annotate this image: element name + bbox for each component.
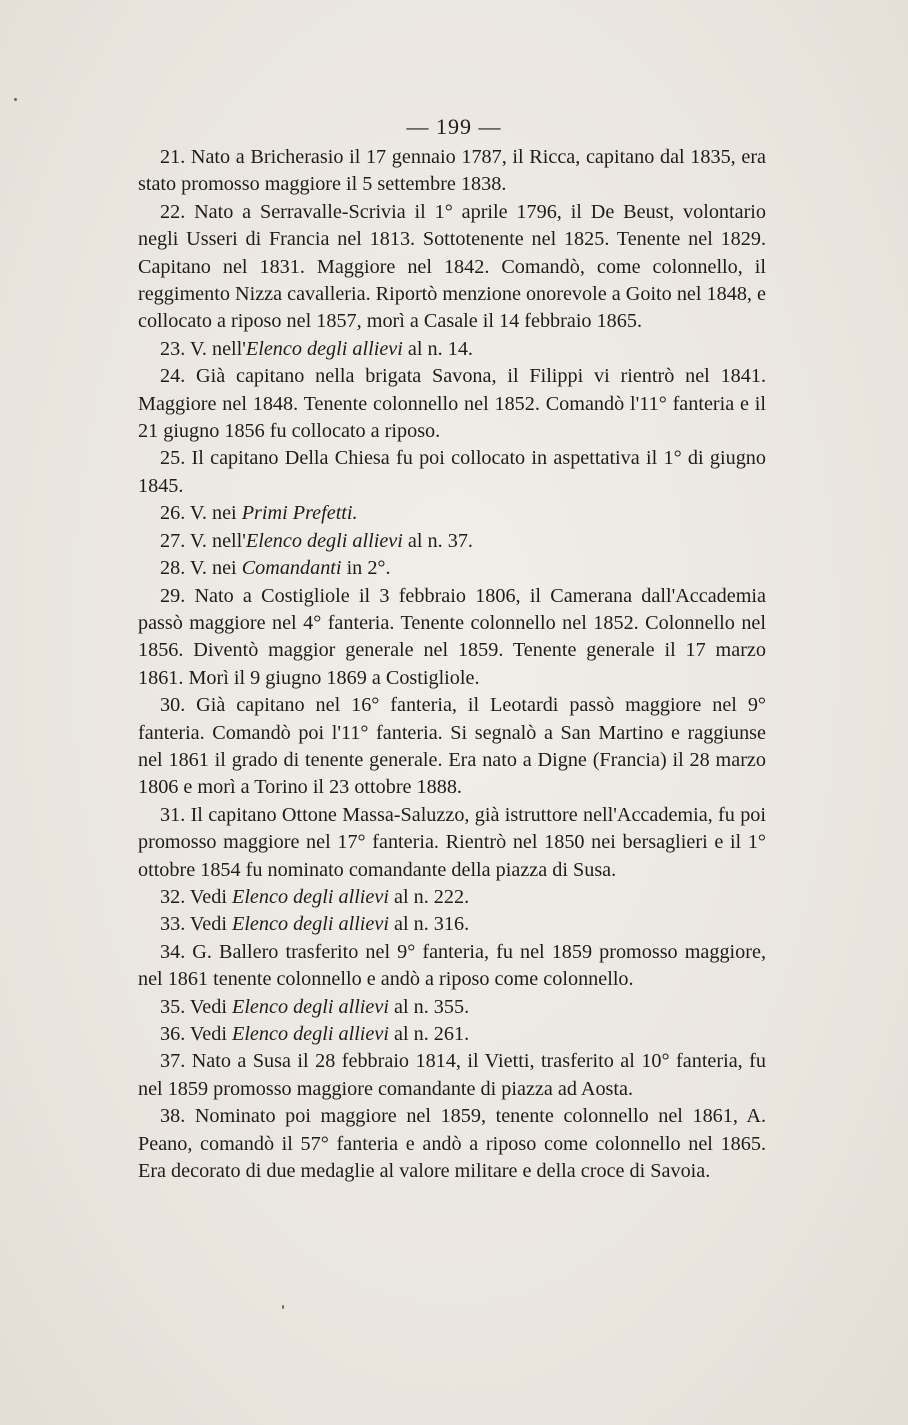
footnote-text: Vedi (189, 995, 232, 1018)
footnote-text: V. nei (189, 557, 242, 580)
footnote (138, 1103, 766, 1185)
footnote (138, 884, 766, 911)
footnote-number: 31. (160, 803, 186, 826)
footnote-number: 23. (160, 337, 186, 360)
footnote-citation: Elenco degli allievi (231, 913, 389, 936)
footnote-number: 24. (160, 365, 186, 388)
footnotes-list (138, 144, 766, 1185)
page-number: — 199 — (406, 114, 502, 139)
footnote-citation: Elenco degli allievi (231, 885, 389, 908)
footnote-text: Vedi (189, 1023, 232, 1045)
footnote (138, 994, 766, 1021)
footnote-number: 29. (160, 584, 186, 607)
footnote (138, 1021, 766, 1048)
footnote-text: al n. 316. (388, 913, 470, 936)
footnote-citation: Elenco degli allievi (231, 995, 389, 1018)
footnote-number: 26. (160, 502, 186, 525)
footnote-number: 30. (160, 694, 186, 717)
footnote (138, 939, 766, 994)
footnote (138, 144, 766, 199)
footnote-number: 38. (160, 1105, 186, 1128)
footnote (138, 583, 766, 693)
footnote-text: Nominato poi maggiore nel 1859, tenente colonnello nel 1861, A. Peano, comandò il 57° fanteria e andò a riposo come colonnello nel 1865. Era decorato di due medaglie al valore militare e della croce di Savoia. (138, 1105, 767, 1183)
footnote-text: al n. 355. (388, 995, 470, 1018)
footnote-text: Il capitano Della Chiesa fu poi collocato in aspettativa il 1° di giugno 1845. (138, 447, 766, 497)
footnote-text: Vedi (189, 913, 232, 936)
footnote-citation: Primi Prefetti. (241, 502, 358, 525)
footnote-number: 34. (160, 940, 186, 963)
footnote (138, 555, 766, 582)
footnote-number: 35. (160, 995, 186, 1018)
footnote-text: al n. 14. (402, 337, 473, 360)
footnote (138, 336, 766, 363)
footnote-text: Nato a Susa il 28 febbraio 1814, il Vietti, trasferito al 10° fanteria, fu nel 1859 promosso maggiore comandante di piazza ad Aosta. (138, 1050, 766, 1100)
footnote-text: Già capitano nel 16° fanteria, il Leotardi passò maggiore nel 9° fanteria. Comandò poi l'11° fanteria. Si segnalò a San Martino e raggiunse nel 1861 il grado di tenente generale. Era nato a Digne (Francia) il 28 marzo 1806 e morì a Torino il 23 ottobre 1888. (138, 694, 767, 799)
footnote (138, 199, 766, 336)
footnote-number: 32. (160, 885, 186, 908)
footnote (138, 802, 766, 884)
footnote-number: 28. (160, 557, 186, 580)
footnote-text: Nato a Costigliole il 3 febbraio 1806, il Camerana dall'Accademia passò maggiore nel 4° fanteria. Tenente colonnello nel 1852. Colonnello nel 1856. Diventò maggior generale nel 1859. Tenente generale il 17 marzo 1861. Morì il 9 giugno 1869 a Costigliole. (138, 584, 766, 689)
footnote-text: Nato a Serravalle-Scrivia il 1° aprile 1796, il De Beust, volontario negli Usseri di Francia nel 1813. Sottotenente nel 1825. Tenente nel 1829. Capitano nel 1831. Maggiore nel 1842. Comandò, come colonnello, il reggimento Nizza cavalleria. Riportò menzione onorevole a Goito nel 1848, e collocato a riposo nel 1857, morì a Casale il 14 febbraio 1865. (138, 200, 767, 333)
footnote-text: in 2°. (341, 557, 391, 580)
footnote (138, 528, 766, 555)
footnote-number: 25. (160, 447, 186, 470)
footnote-number: 33. (160, 913, 186, 936)
footnote-number: 27. (160, 529, 186, 552)
footnote-citation: Elenco degli allievi (245, 529, 403, 552)
footnote-text: Il capitano Ottone Massa-Saluzzo, già istruttore nell'Accademia, fu poi promosso maggiore nel 17° fanteria. Rientrò nel 1850 nei bersaglieri e il 1° ottobre 1854 fu nominato comandante della piazza di Susa. (138, 803, 766, 881)
footnote (138, 500, 766, 527)
footnote-number: 22. (160, 200, 186, 223)
footnote-citation: Elenco degli allievi (245, 337, 403, 360)
footnote-text: G. Ballero trasferito nel 9° fanteria, fu nel 1859 promosso maggiore, nel 1861 tenente colonnello e andò a riposo come colonnello. (138, 940, 766, 991)
footnote-text: al n. 222. (388, 885, 470, 908)
footnote-citation: Elenco degli allievi (231, 1023, 389, 1045)
footnote (138, 911, 766, 938)
footnote-text: Nato a Bricherasio il 17 gennaio 1787, il Ricca, capitano dal 1835, era stato promosso maggiore il 5 settembre 1838. (138, 146, 767, 196)
paper-speck (282, 1305, 284, 1309)
paper-speck (14, 98, 17, 101)
footnote-text: Già capitano nella brigata Savona, il Filippi vi rientrò nel 1841. Maggiore nel 1848. Tenente colonnello nel 1852. Comandò l'11° fanteria e il 21 giugno 1856 fu collocato a riposo. (138, 365, 767, 443)
footnote-citation: Comandanti (241, 557, 342, 580)
footnote-text: V. nell' (189, 529, 246, 552)
footnote (138, 445, 766, 500)
footnote (138, 363, 766, 445)
footnote-number: 37. (160, 1050, 186, 1073)
footnote-text: al n. 37. (402, 529, 473, 552)
footnote (138, 692, 766, 802)
footnote-text: V. nell' (189, 337, 246, 360)
footnote (138, 1048, 766, 1103)
footnote-text: V. nei (189, 502, 242, 525)
footnote-text: al n. 261. (388, 1023, 470, 1045)
footnote-text: Vedi (189, 885, 232, 908)
footnote-number: 21. (160, 146, 186, 168)
footnote-number: 36. (160, 1023, 186, 1045)
